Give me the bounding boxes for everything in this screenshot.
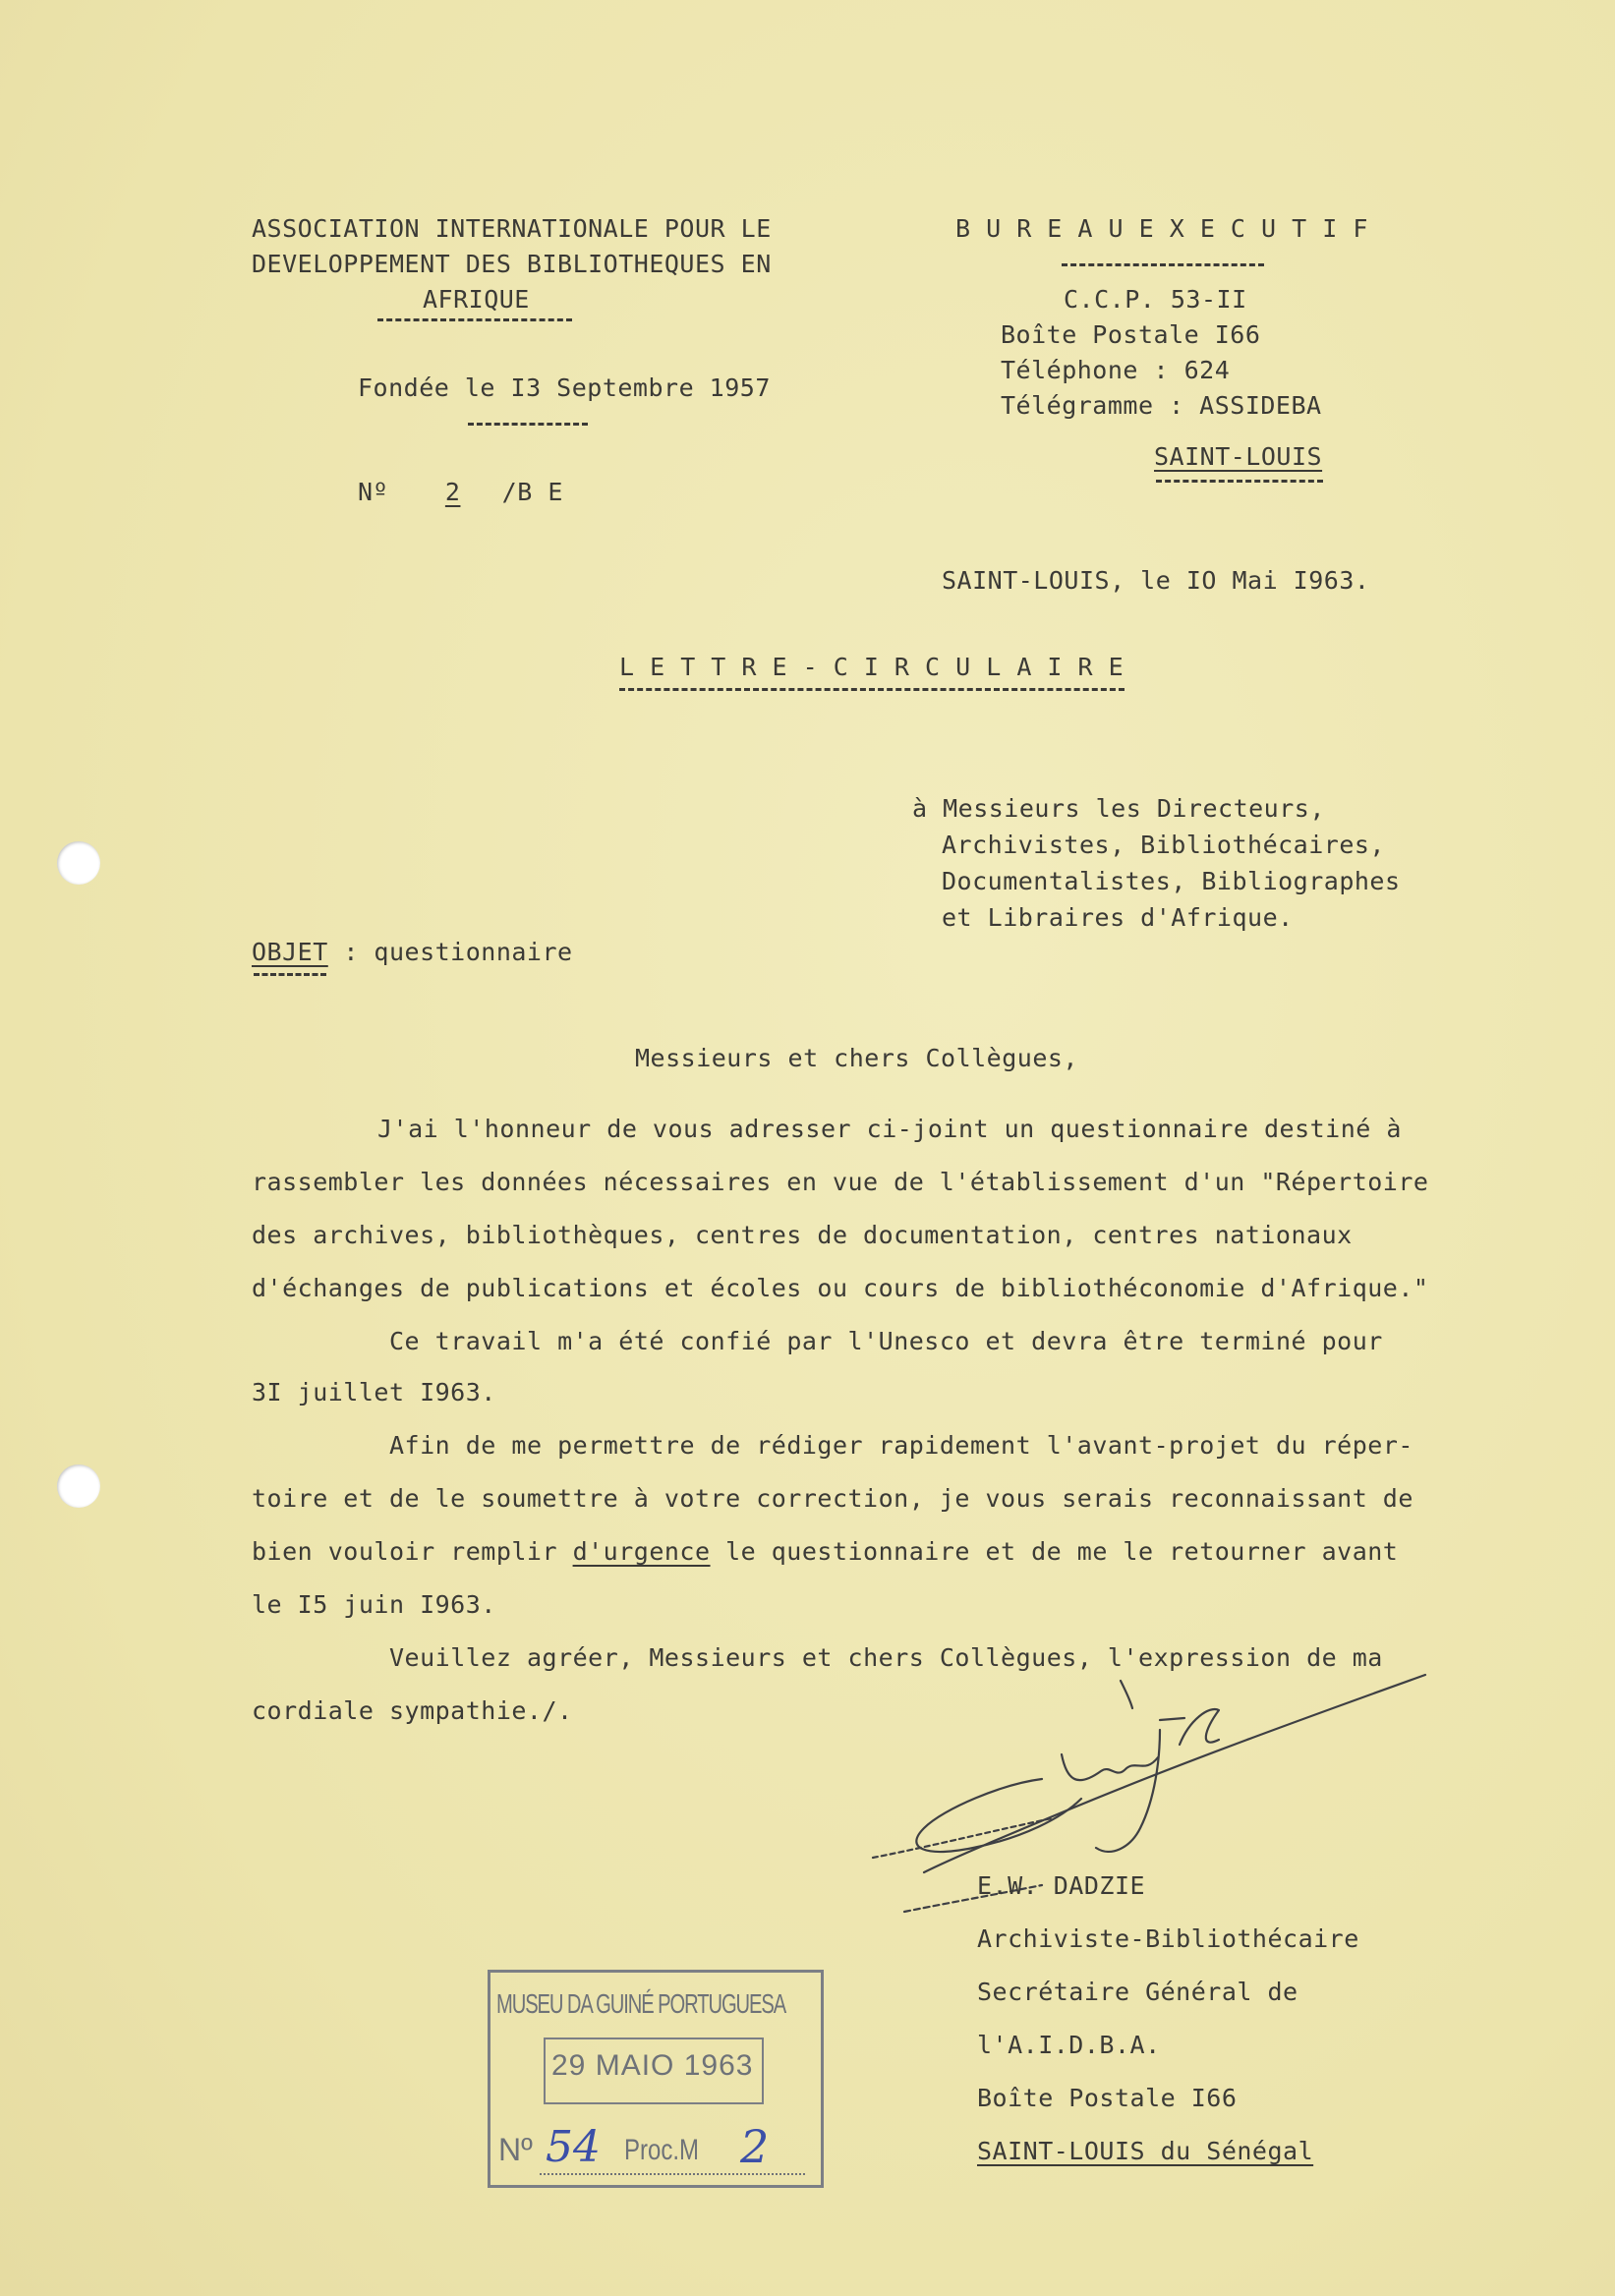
- body-p2-line2: 3I juillet I963.: [252, 1378, 496, 1406]
- object-underline: [254, 973, 326, 976]
- body-p1-line4: d'échanges de publications et écoles ou cours de bibliothéconomie d'Afrique.": [252, 1274, 1429, 1302]
- body-p4-line1: Veuillez agréer, Messieurs et chers Collègues, l'expression de ma: [389, 1643, 1383, 1672]
- stamp-process-label: Proc.M: [624, 2134, 700, 2166]
- document-title-underline: [619, 688, 1125, 691]
- telephone: Téléphone : 624: [1001, 356, 1231, 384]
- body-p1-line2: rassembler les données nécessaires en vue de l'établissement d'un "Répertoire: [252, 1168, 1429, 1196]
- letter-date: SAINT-LOUIS, le IO Mai I963.: [942, 566, 1370, 595]
- founded-date: Fondée le I3 Septembre 1957: [358, 373, 771, 402]
- museum-receipt-stamp: [488, 1970, 824, 2188]
- body-p3-line3-start: bien vouloir remplir: [252, 1537, 573, 1566]
- ccp-number: C.C.P. 53-II: [1064, 285, 1247, 314]
- reference-suffix: /B E: [501, 478, 563, 506]
- stamp-museum-name: MUSEU DA GUINÉ PORTUGUESA: [496, 1988, 786, 2019]
- punch-hole-top: [57, 841, 100, 885]
- association-name-line1: ASSOCIATION INTERNATIONALE POUR LE: [252, 214, 772, 243]
- signatory-postal-box: Boîte Postale I66: [977, 2084, 1238, 2112]
- handwritten-signature: [865, 1661, 1435, 1926]
- postal-box: Boîte Postale I66: [1001, 320, 1261, 349]
- object-label: OBJET: [252, 938, 328, 966]
- reference-prefix: Nº: [358, 478, 389, 506]
- salutation: Messieurs et chers Collègues,: [635, 1044, 1078, 1072]
- bureau-underline: [1062, 263, 1264, 266]
- stamp-date: 29 MAIO 1963: [551, 2049, 754, 2082]
- bureau-title: B U R E A U E X E C U T I F: [955, 214, 1368, 243]
- stamp-number-value: 54: [546, 2122, 601, 2172]
- signatory-name: E.W. DADZIE: [977, 1871, 1146, 1900]
- association-name-line2: DEVELOPPEMENT DES BIBLIOTHEQUES EN: [252, 250, 772, 278]
- recipients-line4: et Libraires d'Afrique.: [942, 903, 1294, 932]
- signatory-city: SAINT-LOUIS du Sénégal: [977, 2137, 1314, 2165]
- bureau-city-underline: [1156, 480, 1323, 483]
- body-p2-line1: Ce travail m'a été confié par l'Unesco et devra être terminé pour: [389, 1327, 1383, 1355]
- urgent-emphasis: d'urgence: [572, 1537, 711, 1566]
- document-title: L E T T R E - C I R C U L A I R E: [619, 653, 1125, 681]
- stamp-process-value: 2: [740, 2120, 770, 2173]
- association-name-line3: AFRIQUE: [423, 285, 530, 314]
- body-p3-line2: toire et de le soumettre à votre correction, je vous serais reconnaissant de: [252, 1484, 1413, 1513]
- association-underline: [377, 318, 572, 321]
- reference-number: [358, 478, 563, 507]
- body-p3-line1: Afin de me permettre de rédiger rapidement l'avant-projet du réper-: [389, 1431, 1413, 1460]
- object-value: questionnaire: [374, 938, 573, 966]
- object-separator: :: [327, 938, 375, 966]
- recipients-line3: Documentalistes, Bibliographes: [942, 867, 1401, 895]
- signatory-org: l'A.I.D.B.A.: [977, 2031, 1161, 2059]
- body-p1-line3: des archives, bibliothèques, centres de documentation, centres nationaux: [252, 1221, 1353, 1249]
- recipients-line2: Archivistes, Bibliothécaires,: [942, 831, 1385, 859]
- object-line: [252, 938, 573, 967]
- recipients-line1: à Messieurs les Directeurs,: [912, 794, 1325, 823]
- stamp-underline: [540, 2173, 805, 2175]
- telegram: Télégramme : ASSIDEBA: [1001, 391, 1322, 420]
- reference-value: 2: [444, 478, 461, 506]
- body-p3-line3-end: le questionnaire et de me le retourner avant: [710, 1537, 1399, 1566]
- punch-hole-bottom: [57, 1464, 100, 1508]
- body-p1-line1: J'ai l'honneur de vous adresser ci-joint un questionnaire destiné à: [377, 1115, 1402, 1143]
- founded-underline: [468, 423, 588, 426]
- signatory-title2: Secrétaire Général de: [977, 1978, 1298, 2006]
- signatory-title1: Archiviste-Bibliothécaire: [977, 1924, 1359, 1953]
- bureau-city: SAINT-LOUIS: [1154, 442, 1323, 471]
- stamp-number-label: Nº: [498, 2132, 533, 2167]
- body-p3-line3: [252, 1537, 1398, 1567]
- body-p3-line4: le I5 juin I963.: [252, 1590, 496, 1619]
- body-p4-line2: cordiale sympathie./.: [252, 1696, 573, 1725]
